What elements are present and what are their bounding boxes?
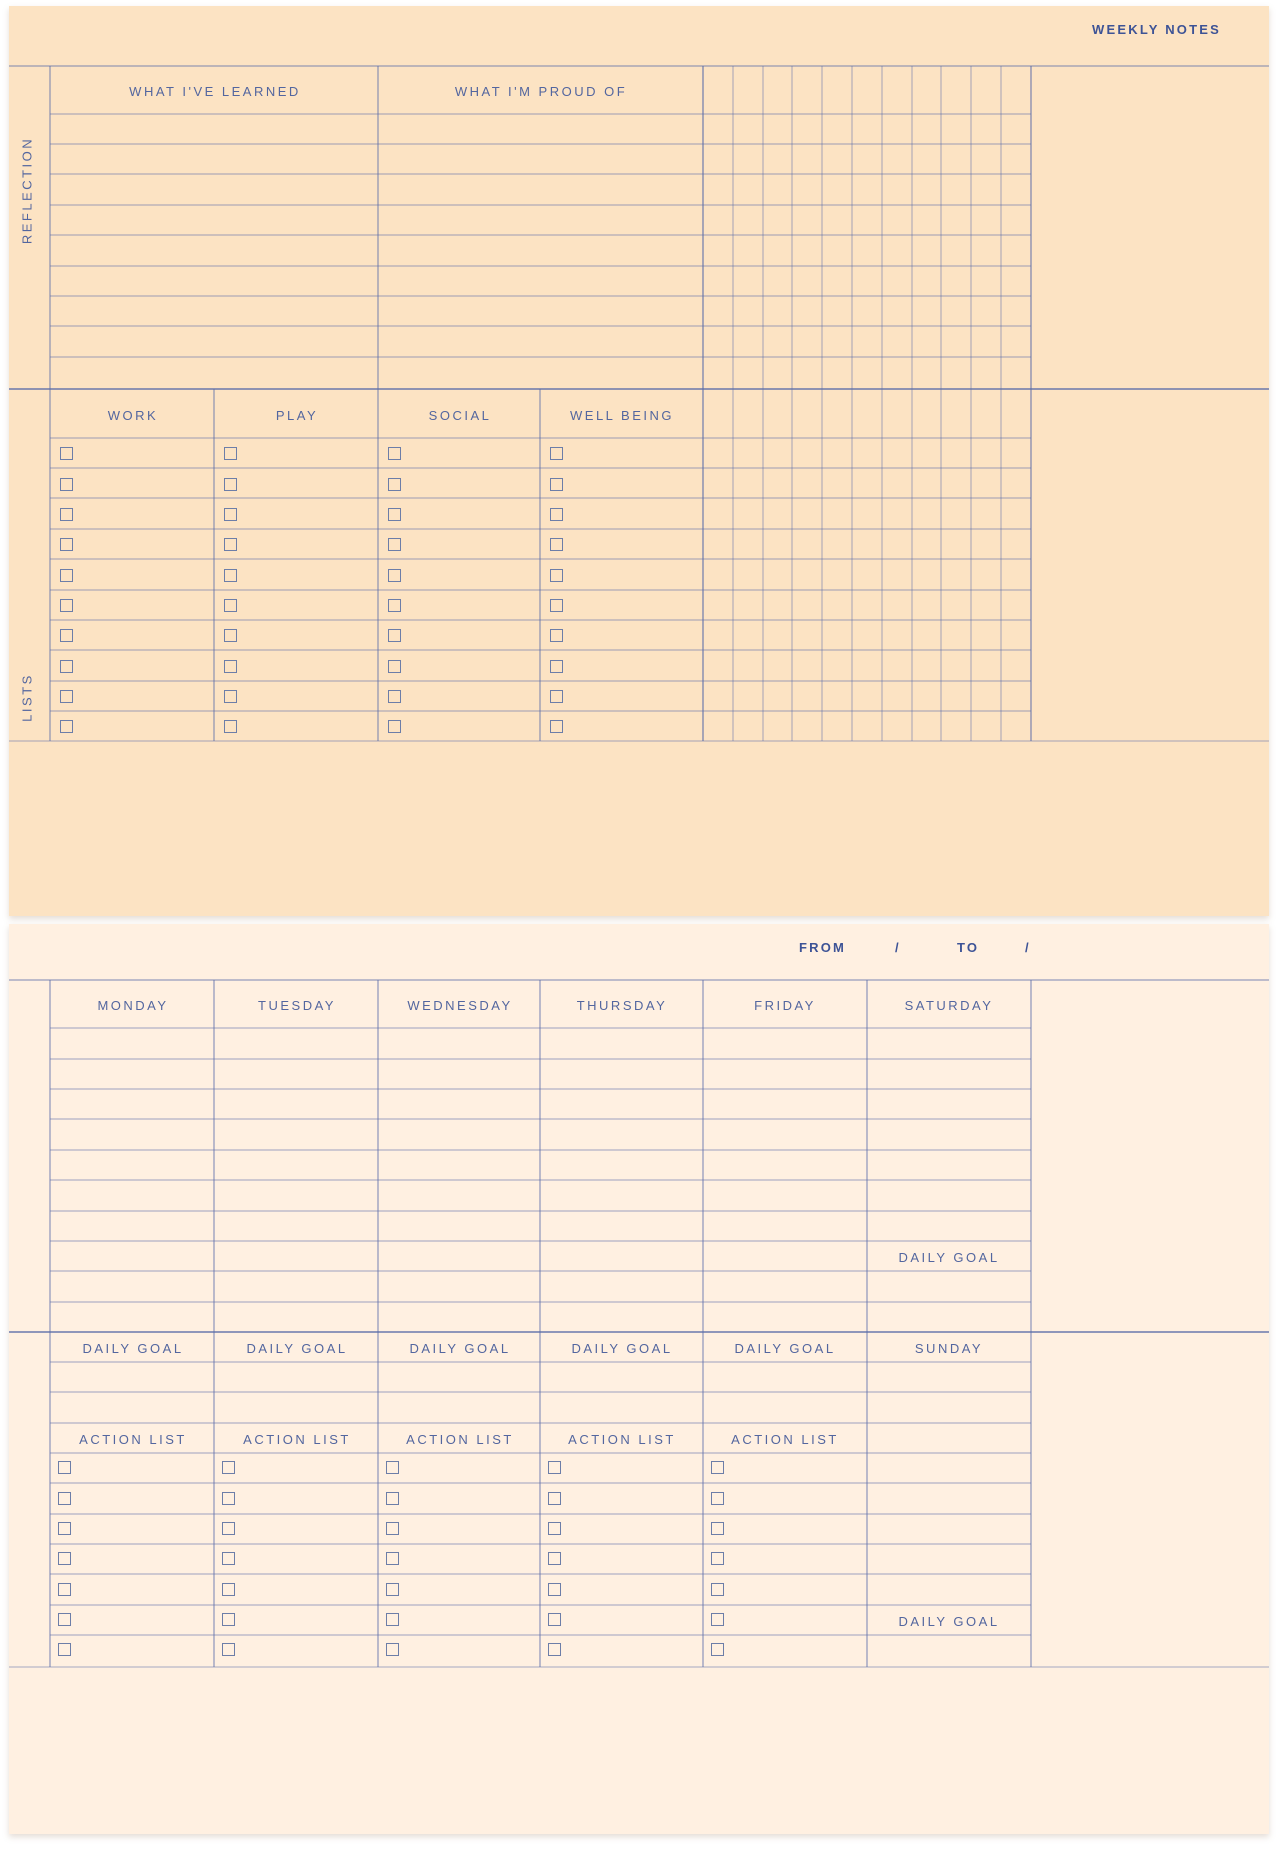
list-checkbox[interactable]: [550, 720, 563, 733]
list-checkbox[interactable]: [550, 660, 563, 673]
action-list-checkbox[interactable]: [711, 1492, 724, 1505]
work-column-header: WORK: [107, 408, 159, 423]
weekly-notes-sheet: [9, 6, 1269, 916]
day-header-wednesday: WEDNESDAY: [407, 998, 513, 1013]
list-checkbox[interactable]: [60, 720, 73, 733]
list-checkbox[interactable]: [60, 508, 73, 521]
action-list-checkbox[interactable]: [222, 1583, 235, 1596]
list-checkbox[interactable]: [550, 569, 563, 582]
learned-column-header: WHAT I'VE LEARNED: [129, 84, 301, 99]
action-list-checkbox[interactable]: [548, 1522, 561, 1535]
action-list-checkbox[interactable]: [58, 1492, 71, 1505]
list-checkbox[interactable]: [224, 629, 237, 642]
action-list-checkbox[interactable]: [222, 1643, 235, 1656]
monday-action-list-label: ACTION LIST: [79, 1432, 187, 1447]
list-checkbox[interactable]: [60, 447, 73, 460]
action-list-checkbox[interactable]: [222, 1492, 235, 1505]
list-checkbox[interactable]: [550, 478, 563, 491]
action-list-checkbox[interactable]: [548, 1492, 561, 1505]
list-checkbox[interactable]: [388, 478, 401, 491]
action-list-checkbox[interactable]: [58, 1613, 71, 1626]
action-list-checkbox[interactable]: [386, 1492, 399, 1505]
from-label: FROM: [799, 940, 847, 955]
action-list-checkbox[interactable]: [548, 1552, 561, 1565]
list-checkbox[interactable]: [224, 599, 237, 612]
list-checkbox[interactable]: [550, 599, 563, 612]
list-checkbox[interactable]: [550, 538, 563, 551]
action-list-checkbox[interactable]: [58, 1643, 71, 1656]
tuesday-action-list-label: ACTION LIST: [243, 1432, 351, 1447]
list-checkbox[interactable]: [224, 538, 237, 551]
action-list-checkbox[interactable]: [58, 1461, 71, 1474]
list-checkbox[interactable]: [388, 447, 401, 460]
list-checkbox[interactable]: [388, 720, 401, 733]
to-label: TO: [957, 940, 980, 955]
thursday-action-list-label: ACTION LIST: [568, 1432, 676, 1447]
action-list-checkbox[interactable]: [386, 1643, 399, 1656]
action-list-checkbox[interactable]: [222, 1522, 235, 1535]
list-checkbox[interactable]: [550, 629, 563, 642]
list-checkbox[interactable]: [388, 690, 401, 703]
list-checkbox[interactable]: [60, 569, 73, 582]
action-list-checkbox[interactable]: [548, 1613, 561, 1626]
sunday-daily-goal-label: DAILY GOAL: [898, 1614, 1000, 1629]
sheet-title: WEEKLY NOTES: [1092, 22, 1221, 37]
day-header-saturday: SATURDAY: [904, 998, 994, 1013]
day-header-thursday: THURSDAY: [576, 998, 668, 1013]
proud-column-header: WHAT I'M PROUD OF: [454, 84, 628, 99]
action-list-checkbox[interactable]: [548, 1643, 561, 1656]
action-list-checkbox[interactable]: [386, 1613, 399, 1626]
action-list-checkbox[interactable]: [711, 1522, 724, 1535]
thursday-daily-goal-label: DAILY GOAL: [571, 1341, 673, 1356]
action-list-checkbox[interactable]: [58, 1552, 71, 1565]
list-checkbox[interactable]: [224, 508, 237, 521]
tuesday-daily-goal-label: DAILY GOAL: [246, 1341, 348, 1356]
action-list-checkbox[interactable]: [386, 1522, 399, 1535]
list-checkbox[interactable]: [60, 478, 73, 491]
list-checkbox[interactable]: [388, 569, 401, 582]
action-list-checkbox[interactable]: [711, 1552, 724, 1565]
action-list-checkbox[interactable]: [222, 1613, 235, 1626]
action-list-checkbox[interactable]: [58, 1583, 71, 1596]
well-being-column-header: WELL BEING: [570, 408, 674, 423]
from-date-separator[interactable]: /: [895, 940, 901, 955]
list-checkbox[interactable]: [224, 478, 237, 491]
list-checkbox[interactable]: [224, 720, 237, 733]
day-header-sunday: SUNDAY: [914, 1341, 984, 1356]
friday-daily-goal-label: DAILY GOAL: [734, 1341, 836, 1356]
list-checkbox[interactable]: [388, 599, 401, 612]
action-list-checkbox[interactable]: [711, 1643, 724, 1656]
friday-action-list-label: ACTION LIST: [731, 1432, 839, 1447]
list-checkbox[interactable]: [60, 599, 73, 612]
list-checkbox[interactable]: [224, 660, 237, 673]
list-checkbox[interactable]: [60, 660, 73, 673]
list-checkbox[interactable]: [388, 538, 401, 551]
action-list-checkbox[interactable]: [386, 1552, 399, 1565]
action-list-checkbox[interactable]: [222, 1461, 235, 1474]
play-column-header: PLAY: [275, 408, 319, 423]
action-list-checkbox[interactable]: [711, 1461, 724, 1474]
action-list-checkbox[interactable]: [711, 1583, 724, 1596]
list-checkbox[interactable]: [224, 569, 237, 582]
action-list-checkbox[interactable]: [386, 1583, 399, 1596]
list-checkbox[interactable]: [550, 447, 563, 460]
weekly-planner-grid: [9, 924, 1269, 1834]
weekly-notes-grid: [9, 6, 1269, 916]
action-list-checkbox[interactable]: [222, 1552, 235, 1565]
wednesday-daily-goal-label: DAILY GOAL: [409, 1341, 511, 1356]
action-list-checkbox[interactable]: [548, 1583, 561, 1596]
weekly-planner-sheet: [9, 924, 1269, 1834]
action-list-checkbox[interactable]: [711, 1613, 724, 1626]
action-list-checkbox[interactable]: [58, 1522, 71, 1535]
lists-section-label: LISTS: [19, 673, 35, 722]
list-checkbox[interactable]: [60, 538, 73, 551]
day-header-monday: MONDAY: [97, 998, 169, 1013]
list-checkbox[interactable]: [550, 508, 563, 521]
day-header-tuesday: TUESDAY: [258, 998, 336, 1013]
action-list-checkbox[interactable]: [548, 1461, 561, 1474]
list-checkbox[interactable]: [60, 629, 73, 642]
social-column-header: SOCIAL: [428, 408, 492, 423]
list-checkbox[interactable]: [550, 690, 563, 703]
reflection-section-label: REFLECTION: [19, 136, 35, 245]
list-checkbox[interactable]: [388, 660, 401, 673]
wednesday-action-list-label: ACTION LIST: [406, 1432, 514, 1447]
list-checkbox[interactable]: [224, 447, 237, 460]
list-checkbox[interactable]: [60, 690, 73, 703]
saturday-daily-goal-label: DAILY GOAL: [898, 1250, 1000, 1265]
list-checkbox[interactable]: [388, 629, 401, 642]
list-checkbox[interactable]: [224, 690, 237, 703]
monday-daily-goal-label: DAILY GOAL: [82, 1341, 184, 1356]
day-header-friday: FRIDAY: [754, 998, 816, 1013]
list-checkbox[interactable]: [388, 508, 401, 521]
to-date-separator[interactable]: /: [1025, 940, 1031, 955]
action-list-checkbox[interactable]: [386, 1461, 399, 1474]
